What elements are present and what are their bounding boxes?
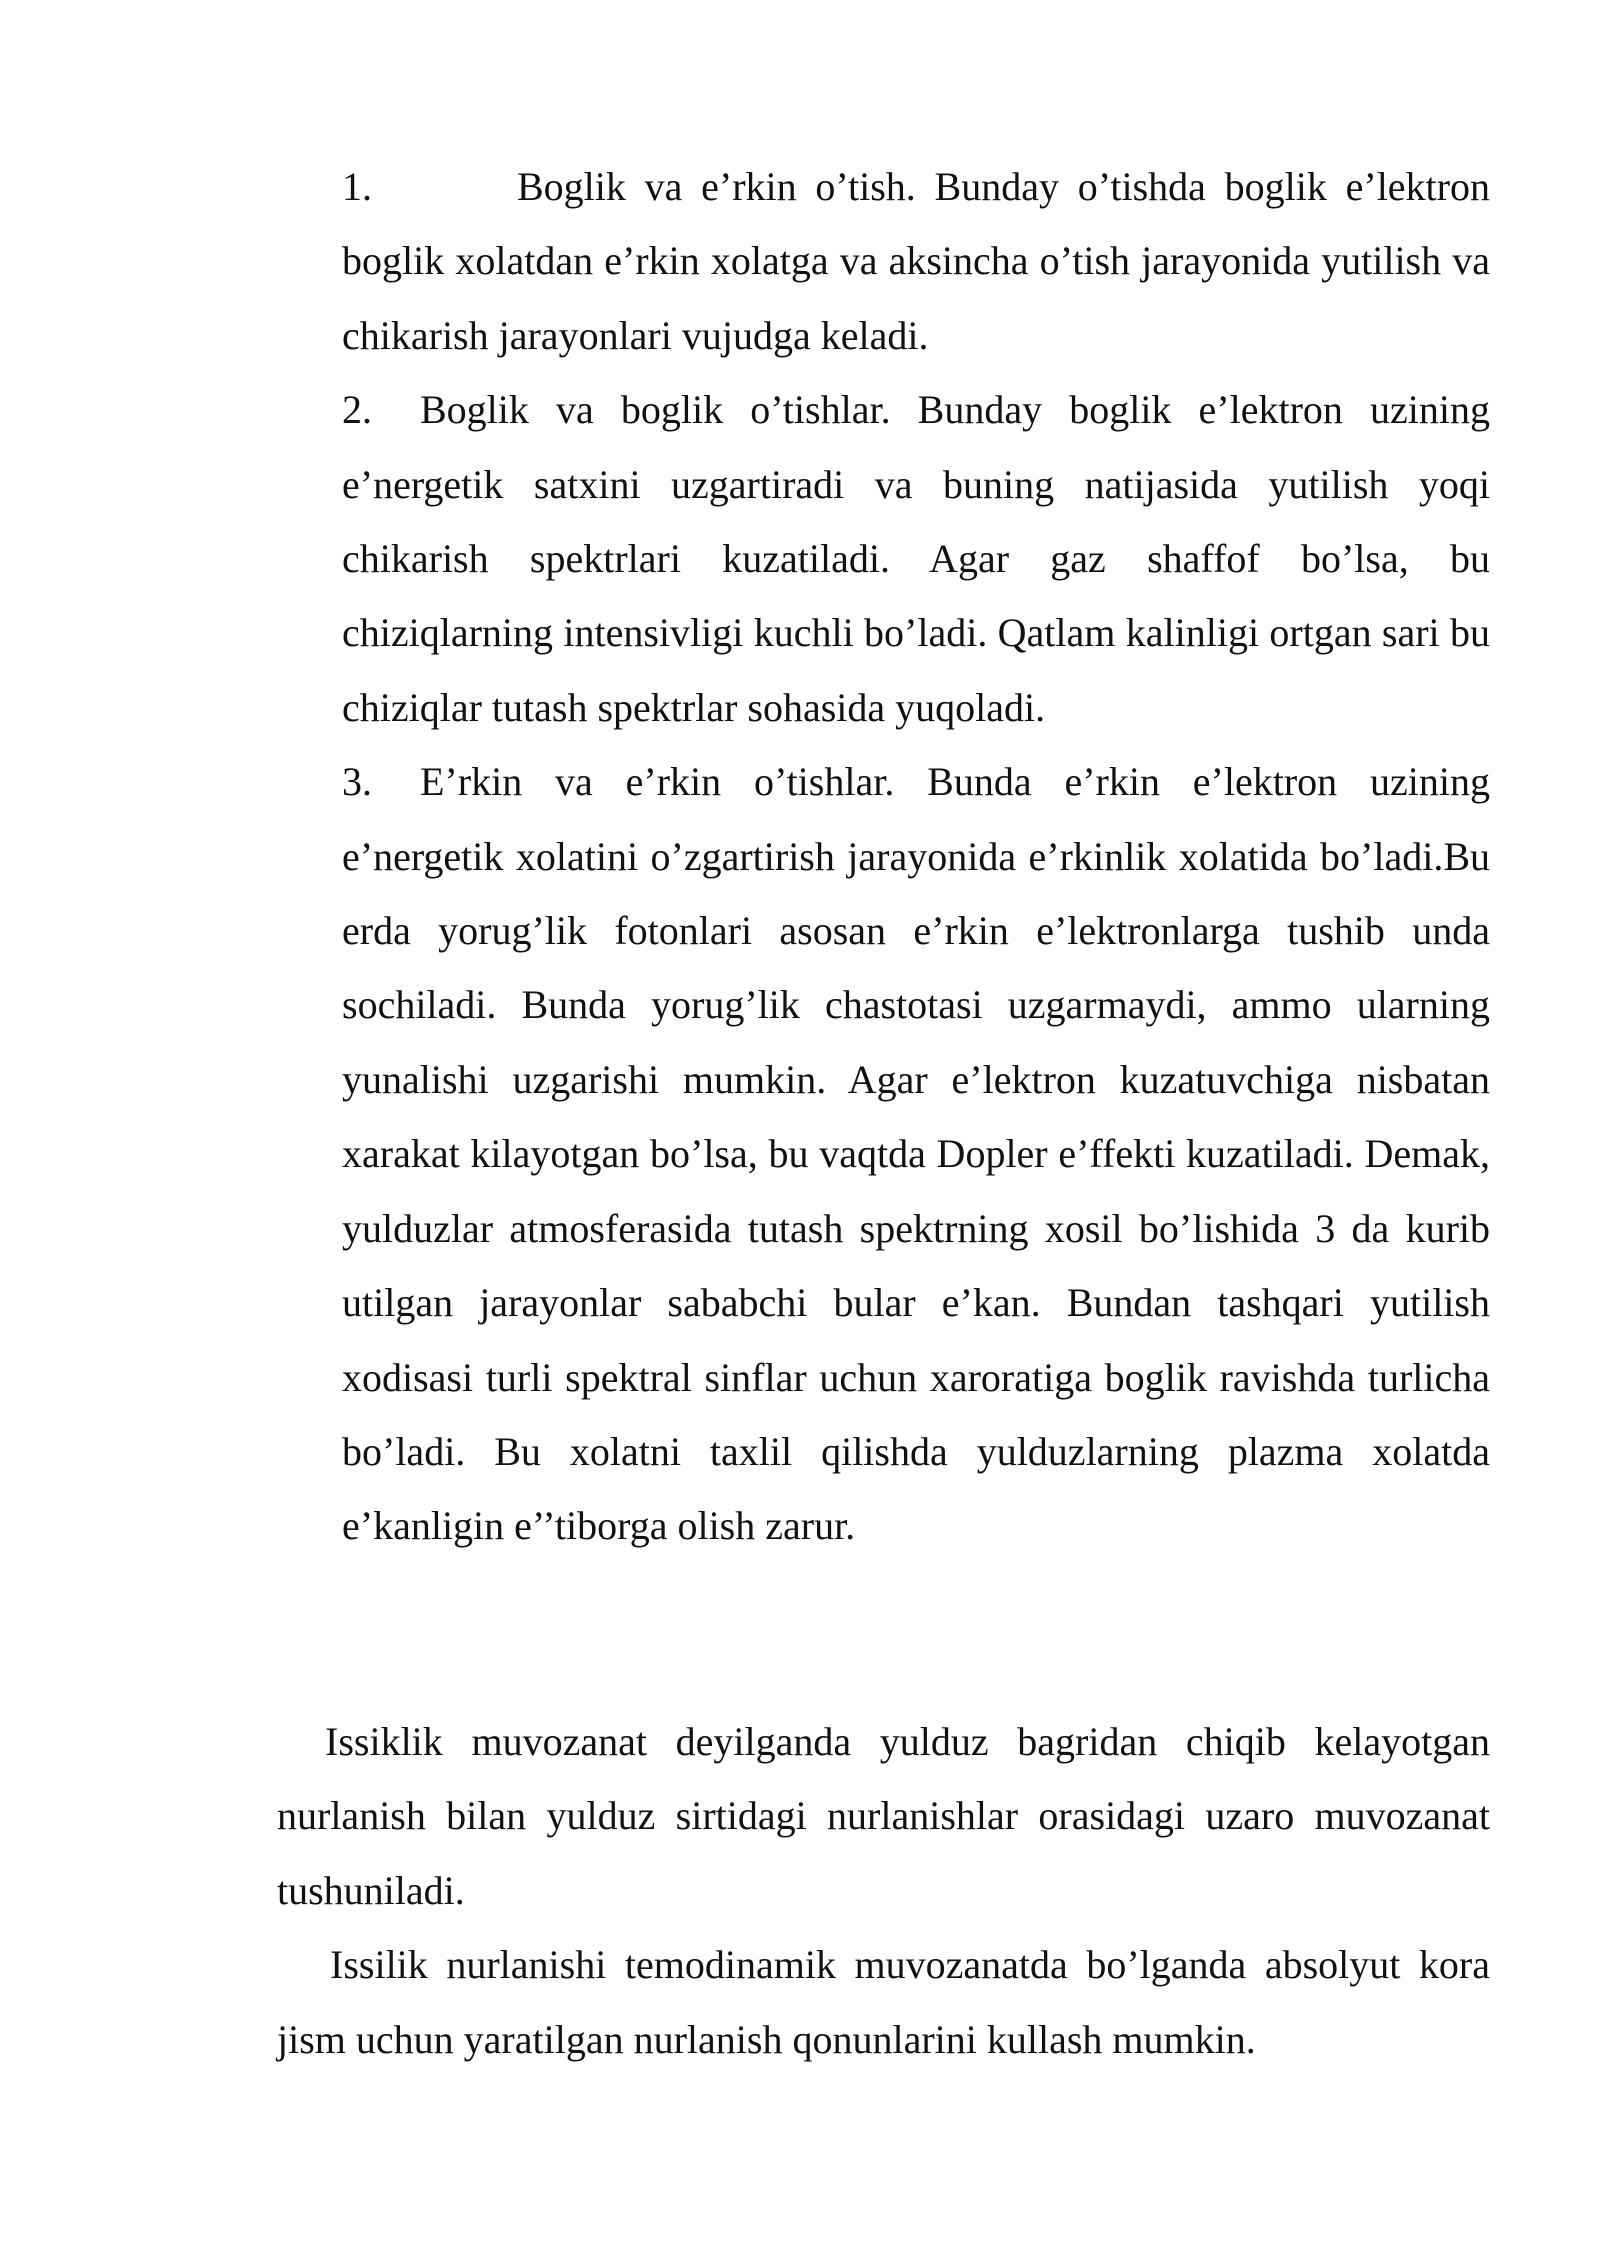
list-item [342, 373, 1490, 745]
list-item-number: 1. [342, 164, 372, 209]
list-item-text: Boglik va boglik o’tishlar. Bunday boglik e’lektron uzining e’nergetik satxini uzgartiradi va buning natijasida yutilish yoqi chikarish spektrlari kuzatiladi. Agar gaz shaffof bo’lsa, bu chiziqlarning intensivligi kuchli bo’ladi. Qatlam kalinligi ortgan sari bu chiziqlar tutash spektrlar sohasida yuqoladi. [342, 387, 1490, 730]
list-item [342, 150, 1490, 373]
numbered-list [342, 150, 1490, 1564]
list-item-text: Boglik va e’rkin o’tish. Bunday o’tishda boglik e’lektron boglik xolatdan e’rkin xolatga va aksincha o’tish jarayonida yutilish va chikarish jarayonlari vujudga keladi. [342, 164, 1490, 358]
body-text [277, 1705, 1490, 2077]
list-item-text: E’rkin va e’rkin o’tishlar. Bunda e’rkin e’lektron uzining e’nergetik xolatini o’zgartirish jarayonida e’rkinlik xolatida bo’ladi.Bu erda yorug’lik fotonlari asosan e’rkin e’lektronlarga tushib unda sochiladi. Bunda yorug’lik chastotasi uzgarmaydi, ammo ularning yunalishi uzgarishi mumkin. Agar e’lektron kuzatuvchiga nisbatan xarakat kilayotgan bo’lsa, bu vaqtda Dopler e’ffekti kuzatiladi. Demak, yulduzlar atmosferasida tutash spektrning xosil bo’lishida 3 da kurib utilgan jarayonlar sababchi bular e’kan. Bundan tashqari yutilish xodisasi turli spektral sinflar uchun xaroratiga boglik ravishda turlicha bo’ladi. Bu xolatni taxlil qilishda yulduzlarning plazma xolatda e’kanligin e’’tiborga olish zarur. [342, 759, 1490, 1549]
list-item-number: 3. [342, 759, 372, 805]
paragraph-thermal-radiation: Issilik nurlanishi temodinamik muvozanatda bo’lganda absolyut kora jism uchun yaratilgan nurlanish qonunlarini kullash mumkin. [277, 1942, 1490, 2062]
paragraph-thermal-equilibrium: Issiklik muvozanat deyilganda yulduz bagridan chiqib kelayotgan nurlanish bilan yulduz sirtidagi nurlanishlar orasidagi uzaro muvozanat tushuniladi. [277, 1719, 1490, 1913]
list-item [342, 745, 1490, 1563]
list-item-number: 2. [342, 387, 372, 433]
